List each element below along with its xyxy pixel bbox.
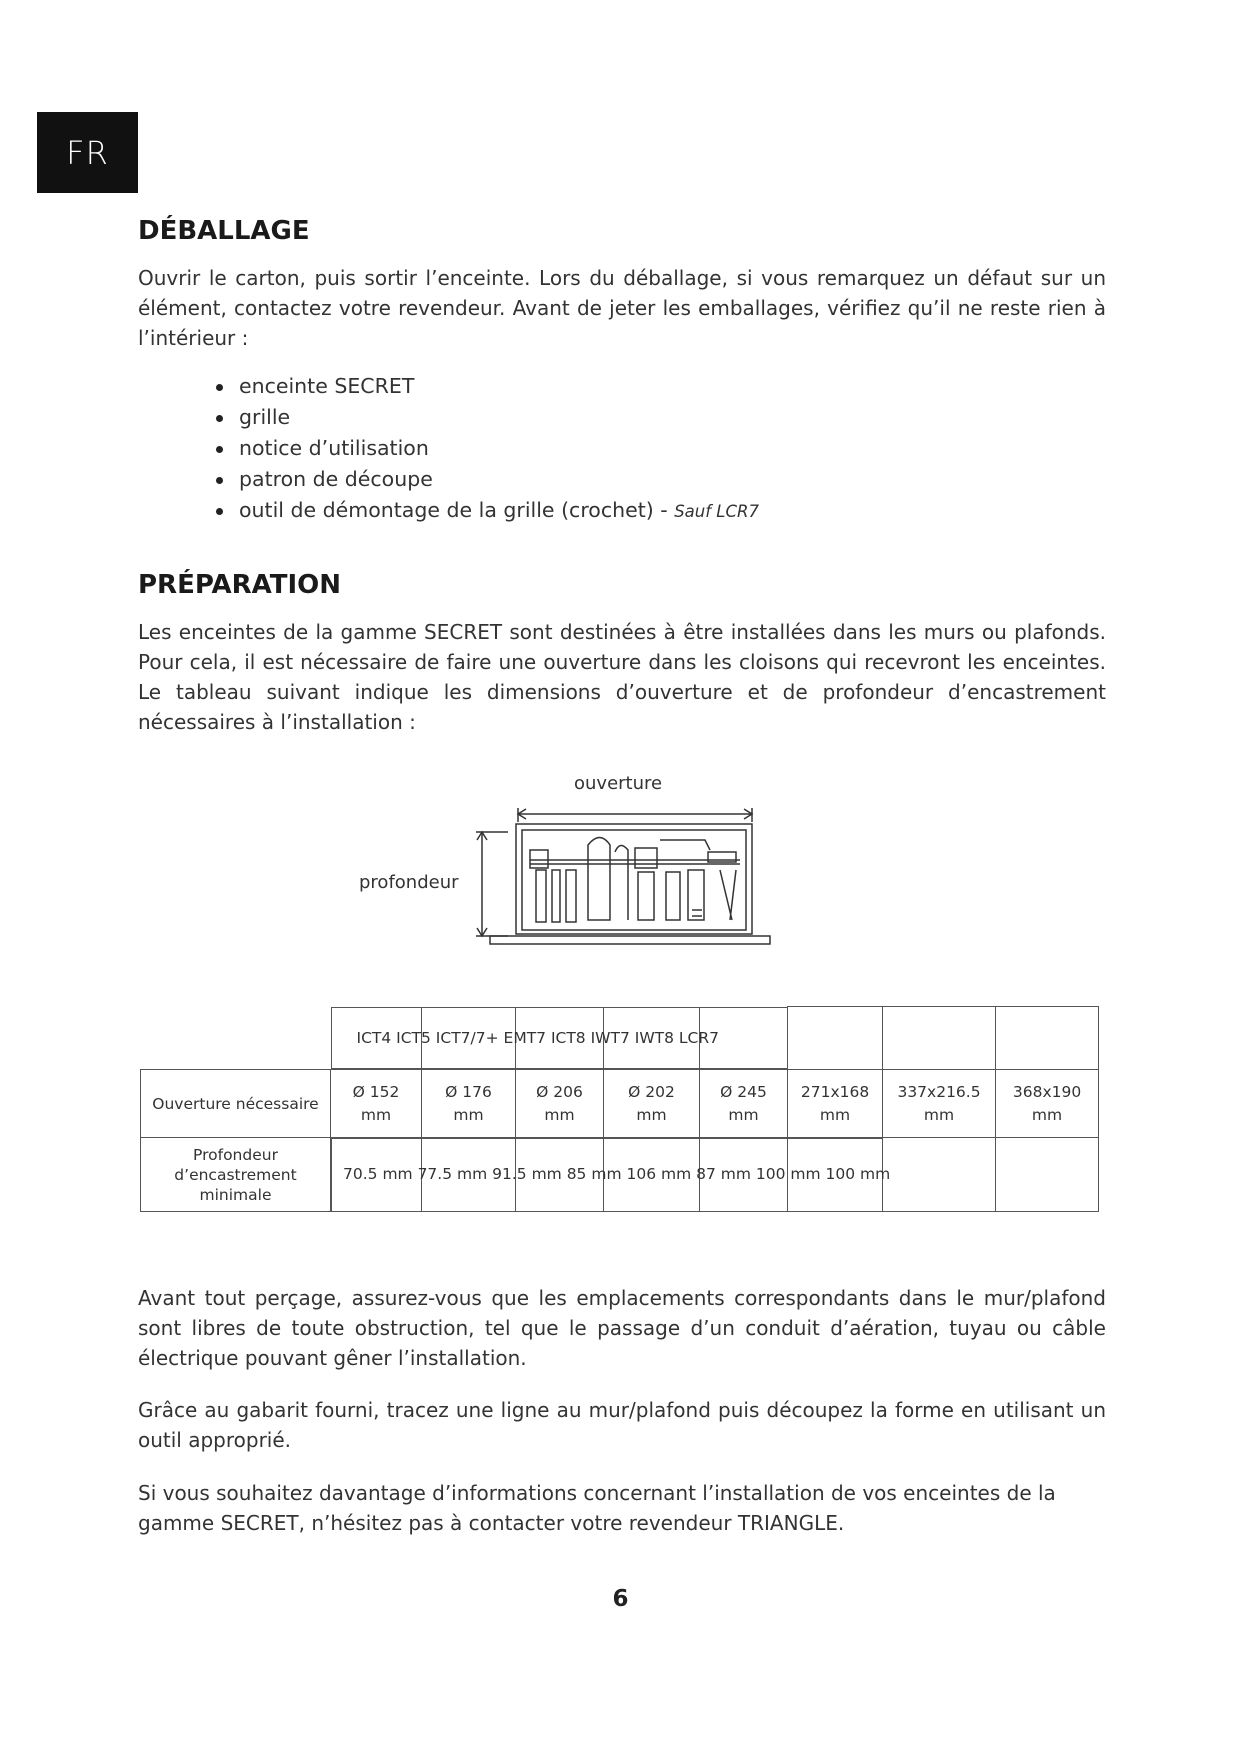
table-row — [141, 1138, 1099, 1212]
table-header-cell — [788, 1007, 883, 1070]
preparation-title: PRÉPARATION — [138, 570, 342, 600]
list-item: patron de découpe — [216, 464, 759, 495]
preparation-intro-block — [138, 617, 1106, 737]
speaker-body — [516, 824, 752, 934]
mounting-flange — [490, 936, 770, 944]
list-item: outil de démontage de la grille (crochet) - Sauf LCR7 — [216, 495, 759, 527]
table-header-cell — [883, 1007, 996, 1070]
preparation-intro: Les enceintes de la gamme SECRET sont destinées à être installées dans les murs ou plafonds. Pour cela, il est nécessaire de faire une ouverture dans les cloisons qui recevront les enceintes. Le tableau suivant indique les dimensions d’ouverture et de profondeur d’encastrement nécessaires à l’installation : — [138, 620, 1106, 734]
table-cell: Ø 202 mm — [604, 1070, 700, 1138]
table-cell: Ø 245 mm — [700, 1070, 788, 1138]
page-number: 6 — [612, 1586, 629, 1612]
list-item: notice d’utilisation — [216, 433, 759, 464]
table-header-cell — [996, 1007, 1099, 1070]
exception-note: Sauf LCR7 — [674, 502, 759, 521]
depth-values — [331, 1138, 891, 1212]
model-names: ICT4 ICT5 ICT7/7+ EMT7 ICT8 IWT7 IWT8 LCR7 — [356, 1028, 719, 1047]
contents-list — [216, 371, 759, 527]
opening-row-label: Ouverture nécessaire — [141, 1070, 331, 1138]
model-header — [331, 1007, 788, 1070]
unpacking-intro: Ouvrir le carton, puis sortir l’enceinte. Lors du déballage, si vous remarquez un défaut sur un élément, contactez votre revendeur. Avant de jeter les emballages, vérifiez qu’il ne reste rien à l’intérieur : — [138, 266, 1106, 350]
preparation-section — [138, 570, 1106, 600]
speaker-cutaway-diagram — [470, 800, 780, 960]
unpacking-section — [138, 216, 1106, 246]
table-cell: 271x168 mm — [788, 1070, 883, 1138]
depth-row-label: Profondeur d’encastrement minimale — [141, 1138, 331, 1212]
paragraph-block — [138, 1478, 1106, 1538]
table-cell: Ø 206 mm — [516, 1070, 604, 1138]
drilling-warning: Avant tout perçage, assurez-vous que les emplacements correspondants dans le mur/plafond sont libres de toute obstruction, tel que le passage d’un conduit d’aération, tuyau ou câble électrique pouvant gêner l’installation. — [138, 1286, 1106, 1370]
list-item: enceinte SECRET — [216, 371, 759, 402]
paragraph-block — [138, 1283, 1106, 1373]
paragraph-block — [138, 1395, 1106, 1455]
table-cell: 368x190 mm — [996, 1070, 1099, 1138]
dimensions-table — [140, 1006, 1099, 1212]
table-cell: Ø 152 mm — [331, 1070, 422, 1138]
table-cell: Ø 176 mm — [422, 1070, 516, 1138]
opening-label: ouverture — [574, 773, 663, 794]
language-tab: FR — [37, 112, 138, 193]
table-corner — [141, 1007, 331, 1070]
table-cell — [883, 1138, 996, 1212]
depth-label: profondeur — [359, 872, 459, 893]
template-instructions: Grâce au gabarit fourni, tracez une ligne au mur/plafond puis découpez la forme en utilisant un outil approprié. — [138, 1398, 1106, 1452]
dealer-contact: Si vous souhaitez davantage d’informations concernant l’installation de vos enceintes de la gamme SECRET, n’hésitez pas à contacter votre revendeur TRIANGLE. — [138, 1481, 1056, 1535]
unpacking-title: DÉBALLAGE — [138, 216, 310, 246]
unpacking-intro-block — [138, 263, 1106, 353]
depth-values-text: 70.5 mm 77.5 mm 91.5 mm 85 mm 106 mm 87 mm 100 mm 100 mm — [343, 1165, 891, 1183]
table-cell: 337x216.5 mm — [883, 1070, 996, 1138]
table-cell — [996, 1138, 1099, 1212]
table-row — [141, 1070, 1099, 1138]
list-item: grille — [216, 402, 759, 433]
table-header-row — [141, 1007, 1099, 1070]
